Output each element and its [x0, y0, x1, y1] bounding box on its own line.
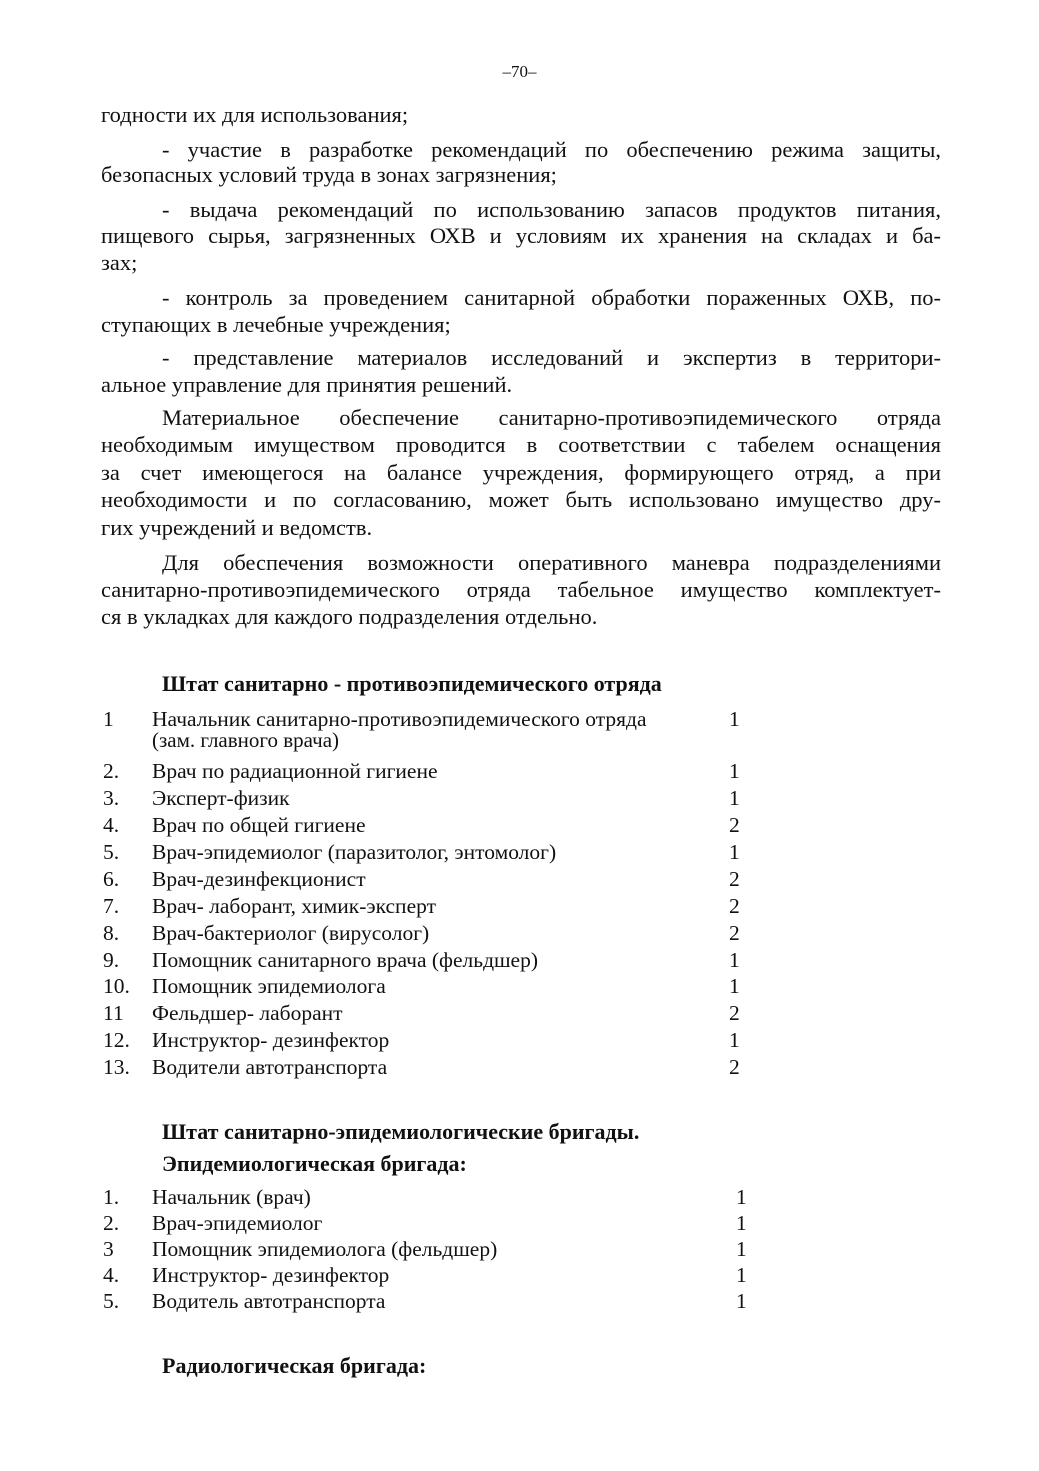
table-row — [0, 839, 1039, 866]
row-position: Помощник эпидемиолога — [152, 974, 386, 998]
text-line: - контроль за проведением санитарной обработки пораженных ОХВ, по- — [162, 285, 941, 310]
table-row — [0, 920, 1039, 947]
table-row — [0, 947, 1039, 974]
epidemiology-brigade-heading: Эпидемиологическая бригада: — [162, 1151, 467, 1176]
row-number: 1 — [103, 707, 114, 731]
row-number: 11 — [103, 1001, 124, 1025]
row-position: Инструктор- дезинфектор — [152, 1263, 390, 1287]
row-number: 4. — [103, 813, 120, 837]
row-position: Помощник эпидемиолога (фельдшер) — [152, 1237, 498, 1261]
row-count: 1 — [729, 948, 740, 972]
table-row — [0, 758, 1039, 785]
text-line: гих учреждений и ведомств. — [101, 515, 373, 540]
row-count: 1 — [729, 840, 740, 864]
row-number: 7. — [103, 894, 120, 918]
row-position: Врач-дезинфекционист — [152, 867, 366, 891]
row-position: Водители автотранспорта — [152, 1055, 388, 1079]
text-line: Для обеспечения возможности оперативного маневра подразделениями — [162, 550, 941, 575]
table-row — [0, 785, 1039, 812]
row-number: 4. — [103, 1263, 120, 1287]
table-row — [0, 1027, 1039, 1054]
row-position: Фельдшер- лаборант — [152, 1001, 343, 1025]
row-position: Врач-бактериолог (вирусолог) — [152, 921, 430, 945]
text-line: безопасных условий труда в зонах загрязнения; — [101, 162, 557, 187]
row-number: 5. — [103, 1289, 120, 1313]
table-row — [0, 1288, 1039, 1315]
text-line: альное управление для принятия решений. — [101, 372, 513, 397]
row-count: 2 — [729, 1001, 740, 1025]
row-position: Врач-эпидемиолог — [152, 1211, 323, 1235]
text-line: ступающих в лечебные учреждения; — [101, 312, 451, 337]
row-number: 9. — [103, 948, 120, 972]
text-line: необходимым имуществом проводится в соответствии с табелем оснащения — [101, 432, 941, 457]
table-row — [0, 893, 1039, 920]
row-number: 8. — [103, 921, 120, 945]
row-count: 1 — [729, 786, 740, 810]
row-number: 5. — [103, 840, 120, 864]
table-row — [0, 1054, 1039, 1081]
row-count: 1 — [736, 1211, 747, 1235]
text-line: санитарно-противоэпидемического отряда табельное имущество комплектует- — [101, 577, 941, 602]
row-number: 2. — [103, 1211, 120, 1235]
radiology-brigade-heading: Радиологическая бригада: — [162, 1353, 427, 1378]
table-row — [0, 866, 1039, 893]
row-count: 1 — [736, 1237, 747, 1261]
row-number: 2. — [103, 759, 120, 783]
table-row — [0, 973, 1039, 1000]
row-count: 2 — [729, 867, 740, 891]
row-number: 6. — [103, 867, 120, 891]
brigades-staff-heading: Штат санитарно-эпидемиологические бригады. — [162, 1119, 640, 1144]
row-number: 12. — [103, 1028, 130, 1052]
row-position: Врач по общей гигиене — [152, 813, 366, 837]
text-line: годности их для использования; — [101, 102, 409, 127]
row-number: 1. — [103, 1185, 120, 1209]
text-line: зах; — [101, 250, 138, 275]
table-row — [0, 1184, 1039, 1211]
table-row — [0, 1210, 1039, 1237]
row-position-note: (зам. главного врача) — [152, 728, 340, 752]
row-count: 1 — [736, 1263, 747, 1287]
row-count: 2 — [729, 894, 740, 918]
row-count: 1 — [736, 1185, 747, 1209]
row-count: 2 — [729, 1055, 740, 1079]
row-position: Инструктор- дезинфектор — [152, 1028, 390, 1052]
text-line: - участие в разработке рекомендаций по обеспечению режима защиты, — [162, 137, 941, 162]
row-position: Врач- лаборант, химик-эксперт — [152, 894, 436, 918]
page-number: –70– — [502, 62, 537, 81]
row-position: Врач-эпидемиолог (паразитолог, энтомолог) — [152, 840, 557, 864]
row-number: 10. — [103, 974, 130, 998]
text-line: пищевого сырья, загрязненных ОХВ и условиям их хранения на складах и ба- — [101, 223, 941, 248]
row-count: 1 — [729, 759, 740, 783]
text-line: - представление материалов исследований и экспертиз в территори- — [162, 345, 941, 370]
row-number: 3 — [103, 1237, 114, 1261]
row-count: 1 — [729, 1028, 740, 1052]
row-count: 1 — [729, 974, 740, 998]
text-line: ся в укладках для каждого подразделения отдельно. — [101, 604, 598, 629]
row-count: 2 — [729, 921, 740, 945]
table-row — [0, 1000, 1039, 1027]
table-row — [0, 706, 1039, 752]
row-position: Начальник санитарно-противоэпидемического отряда — [152, 707, 647, 731]
row-count: 1 — [736, 1289, 747, 1313]
row-position: Врач по радиационной гигиене — [152, 759, 438, 783]
table-row — [0, 1262, 1039, 1289]
row-position: Эксперт-физик — [152, 786, 290, 810]
text-line: Материальное обеспечение санитарно-противоэпидемического отряда — [162, 405, 941, 430]
table-row — [0, 1236, 1039, 1263]
text-line: - выдача рекомендаций по использованию запасов продуктов питания, — [162, 197, 941, 222]
row-position: Начальник (врач) — [152, 1185, 311, 1209]
detachment-staff-heading: Штат санитарно - противоэпидемического отряда — [162, 671, 662, 696]
row-number: 3. — [103, 786, 120, 810]
text-line: необходимости и по согласованию, может быть использовано имущество дру- — [101, 487, 941, 512]
text-line: за счет имеющегося на балансе учреждения, формирующего отряд, а при — [101, 460, 941, 485]
row-number: 13. — [103, 1055, 130, 1079]
table-row — [0, 812, 1039, 839]
row-position: Водитель автотранспорта — [152, 1289, 386, 1313]
row-count: 1 — [729, 707, 740, 731]
row-count: 2 — [729, 813, 740, 837]
row-position: Помощник санитарного врача (фельдшер) — [152, 948, 539, 972]
